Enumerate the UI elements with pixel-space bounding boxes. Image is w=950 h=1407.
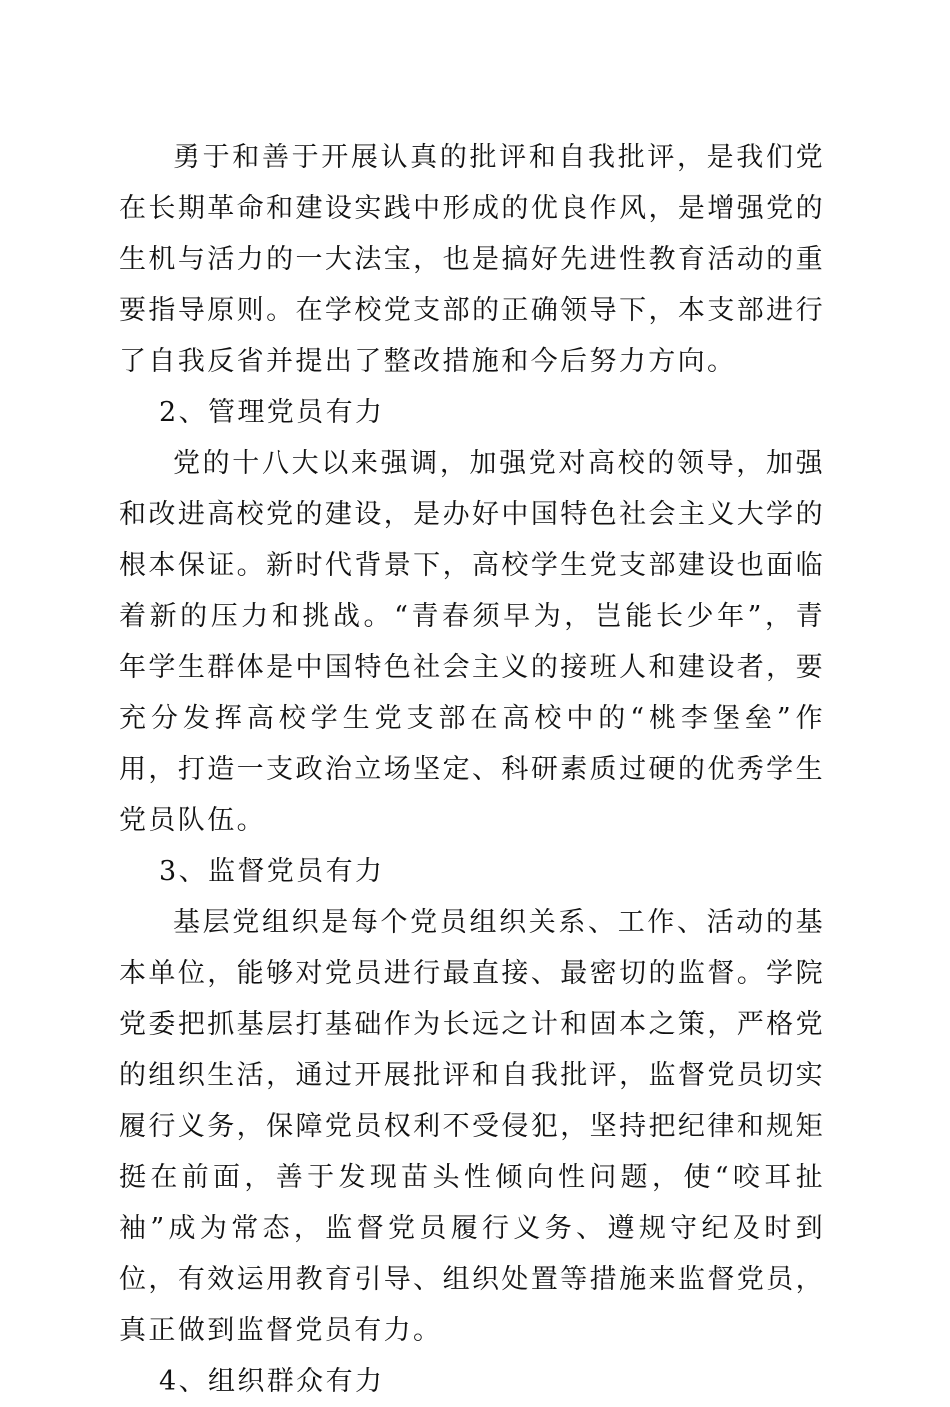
section-heading-manage-members: 2、管理党员有力	[159, 397, 385, 428]
paragraph-supervise-members: 基层党组织是每个党员组织关系、工作、活动的基本单位，能够对党员进行最直接、最密切的监督。学院党委把抓基层打基础作为长远之计和固本之策，严格党的组织生活，通过开展批评和自我批评，监督党员切实履行义务，保障党员权利不受侵犯，坚持把纪律和规矩挺在前面，善于发现苗头性倾向性问题，使“咬耳扯袖”成为常态，监督党员履行义务、遵规守纪及时到位，有效运用教育引导、组织处置等措施来监督党员，真正做到监督党员有力。	[119, 907, 825, 1346]
paragraph-criticism: 勇于和善于开展认真的批评和自我批评，是我们党在长期革命和建设实践中形成的优良作风，是增强党的生机与活力的一大法宝，也是搞好先进性教育活动的重要指导原则。在学校党支部的正确领导下，本支部进行了自我反省并提出了整改措施和今后努力方向。	[119, 142, 825, 377]
document-page	[119, 132, 825, 1407]
section-heading-organize-masses: 4、组织群众有力	[159, 1366, 385, 1397]
section-heading-supervise-members: 3、监督党员有力	[159, 856, 385, 887]
paragraph-manage-members: 党的十八大以来强调，加强党对高校的领导，加强和改进高校党的建设，是办好中国特色社会主义大学的根本保证。新时代背景下，高校学生党支部建设也面临着新的压力和挑战。“青春须早为，岂能长少年”，青年学生群体是中国特色社会主义的接班人和建设者，要充分发挥高校学生党支部在高校中的“桃李堡垒”作用，打造一支政治立场坚定、科研素质过硬的优秀学生党员队伍。	[119, 448, 825, 836]
